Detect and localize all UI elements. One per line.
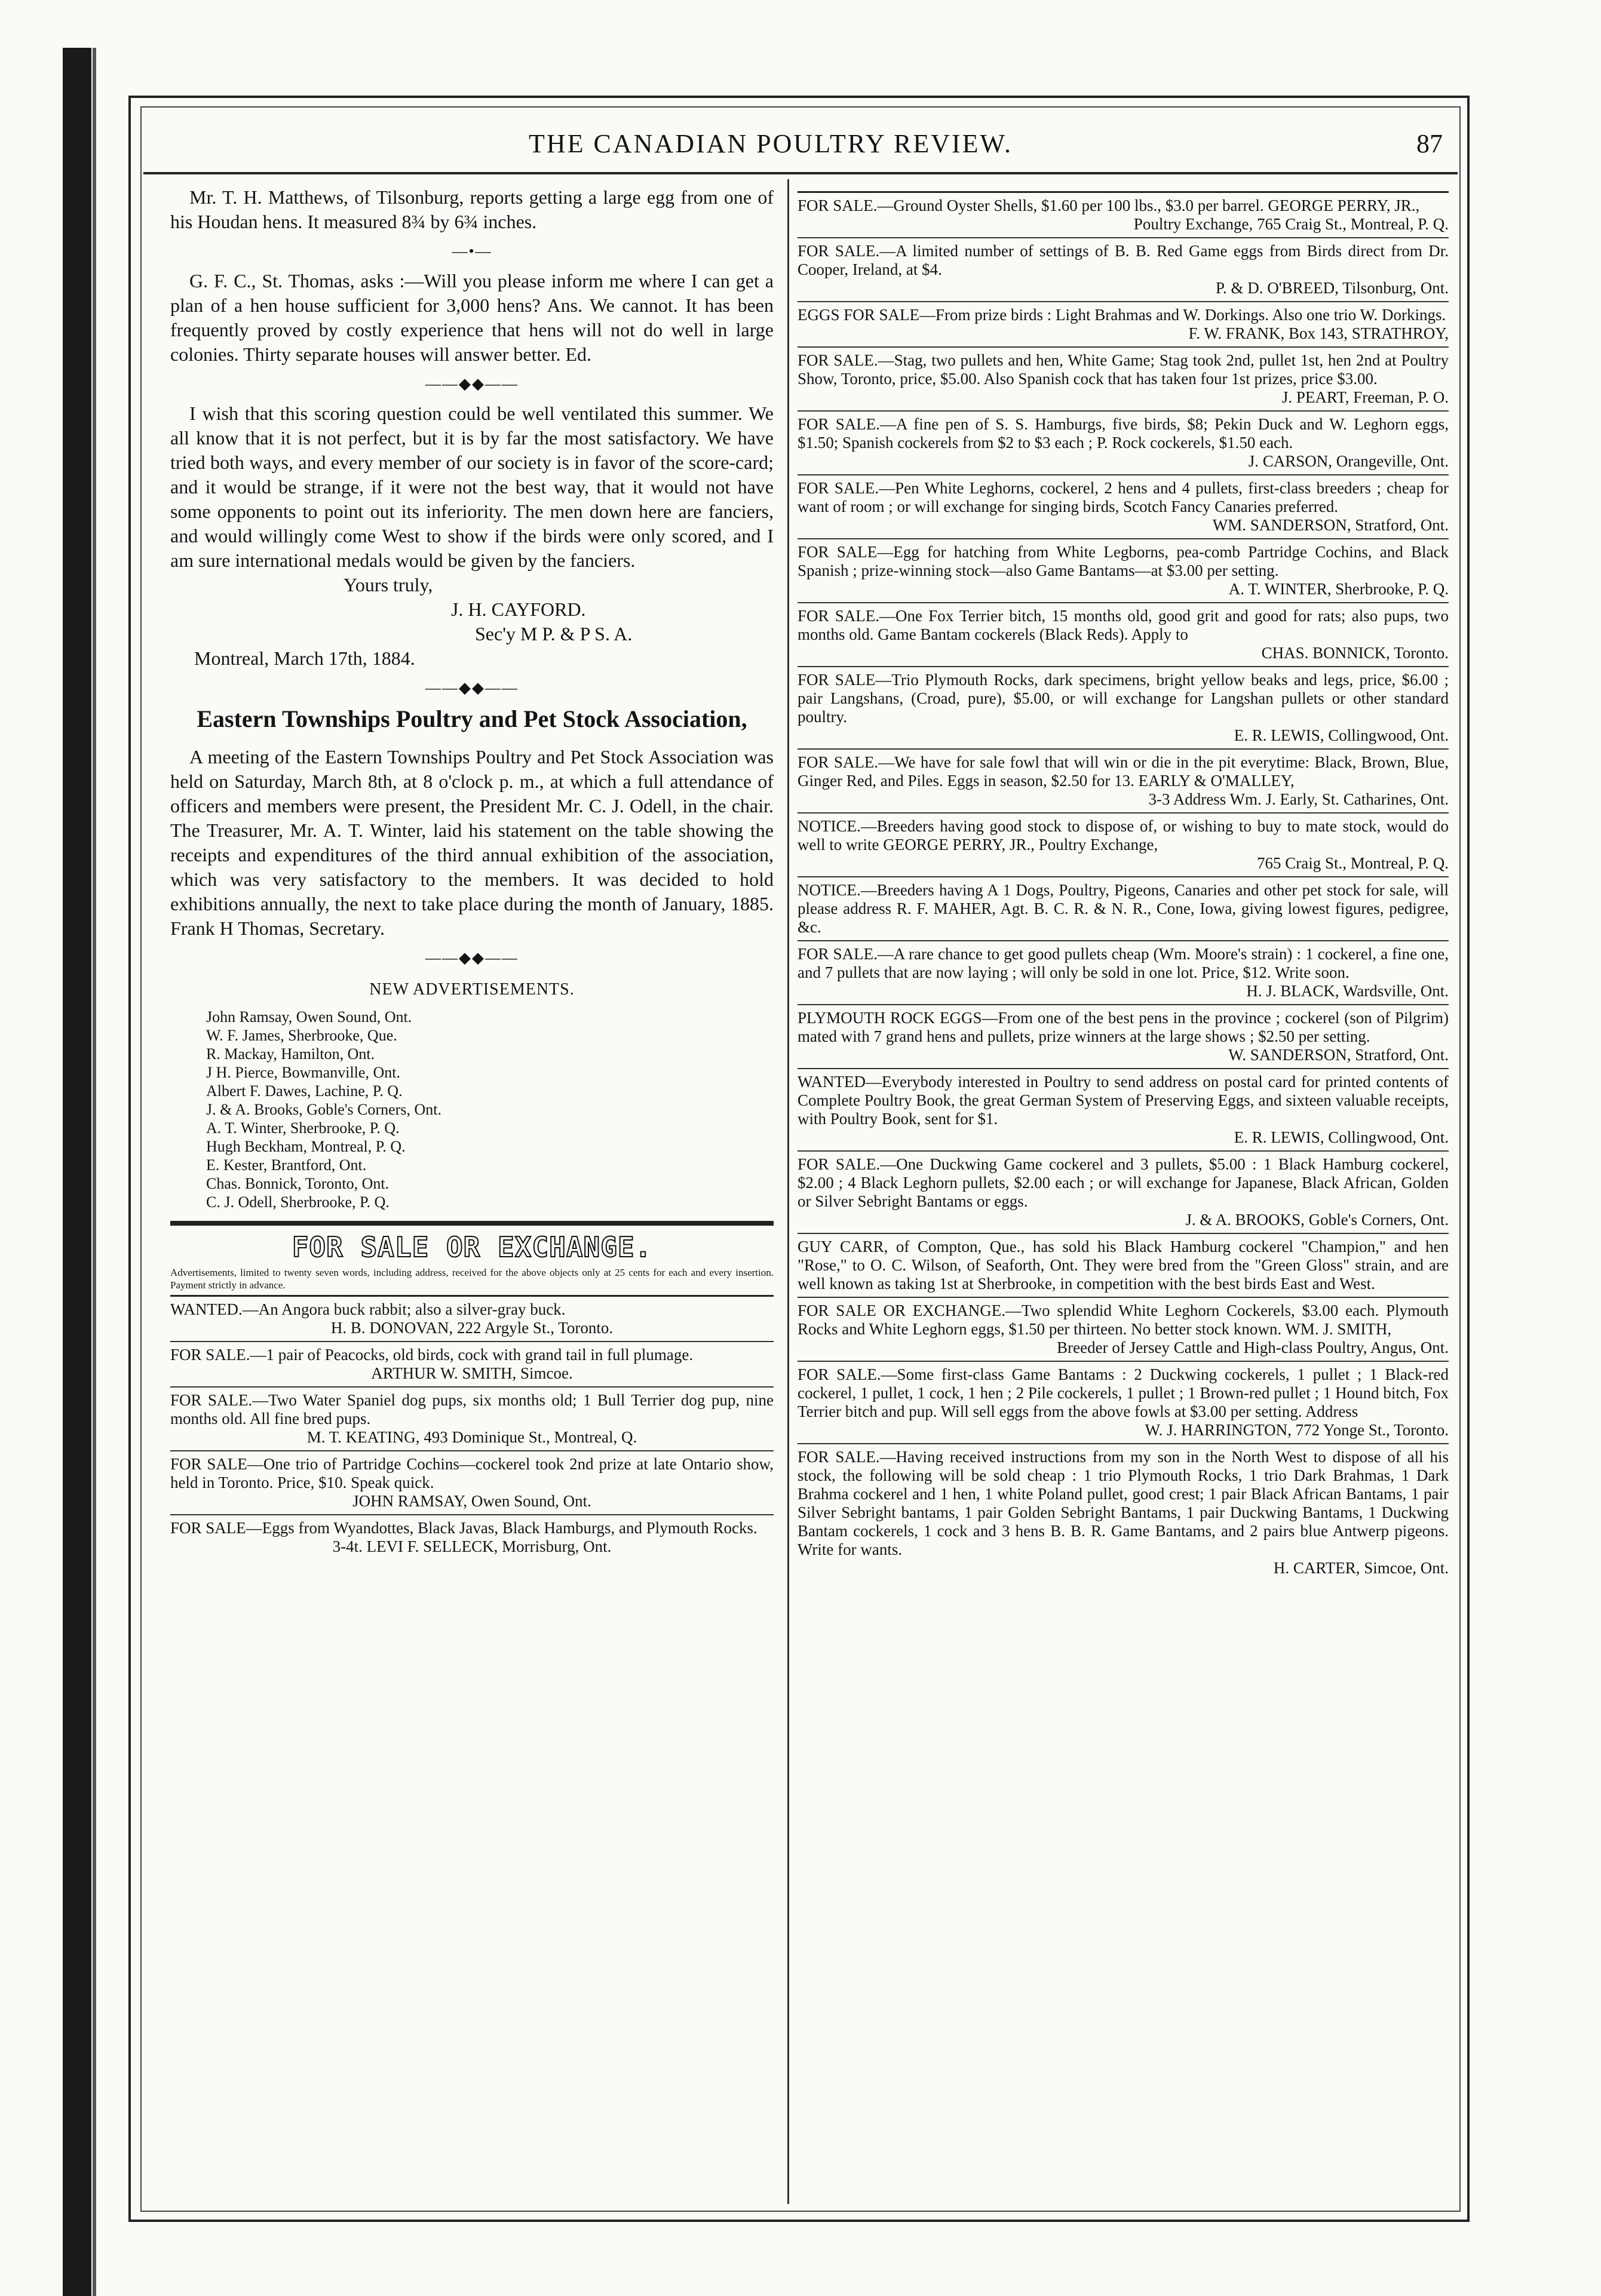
ad-text: FOR SALE—Eggs from Wyandottes, Black Javas, Black Hamburgs, and Plymouth Rocks. [170, 1519, 757, 1537]
list-item: Albert F. Dawes, Lachine, P. Q. [206, 1082, 403, 1100]
new-ads-heading: NEW ADVERTISEMENTS. [369, 980, 575, 999]
sig-name: J. H. CAYFORD. [451, 598, 586, 620]
ad-address: ARTHUR W. SMITH, Simcoe. [371, 1364, 573, 1382]
classified-ad [170, 1295, 774, 1341]
new-ads-list [206, 1008, 774, 1211]
classified-ad [798, 301, 1449, 346]
ornament-separator: —•— [452, 243, 492, 260]
for-sale-banner: FOR SALE OR EXCHANGE. [292, 1231, 652, 1263]
classified-ad [798, 1150, 1449, 1233]
ad-address: W. J. HARRINGTON, 772 Yonge St., Toronto. [1145, 1421, 1449, 1439]
list-item: E. Kester, Brantford, Ont. [206, 1156, 367, 1174]
signature-block [170, 573, 774, 671]
classified-ad [798, 538, 1449, 602]
sig-place: Montreal, March 17th, 1884. [194, 647, 415, 669]
ad-text: FOR SALE.—1 pair of Peacocks, old birds, cock with grand tail in full plumage. [170, 1346, 694, 1364]
ornament-separator: ——◆◆—— [425, 679, 519, 696]
sig-title: Sec'y M P. & P S. A. [475, 623, 633, 644]
ad-text: FOR SALE.—We have for sale fowl that will win or die in the pit everytime: Black, Brown, Blue, Ginger Red, and Piles. Eggs in season, $2.50 for 13. EARLY & O'MALLEY, [798, 753, 1449, 790]
scoring-letter: I wish that this scoring question could be well ventilated this summer. We all know that it is not perfect, but it is by far the most satisfactory. We have tried both ways, and every member of our society is in favor of the score-card; and it would be strange, if it were not the best way, that it would not have some opponents to point out its inferiority. The men down here are fanciers, and would willingly come West to show if the birds were only scored, and I am sure international medals would be given by the fanciers. [170, 403, 774, 571]
right-column [798, 191, 1449, 1581]
thick-rule [170, 1221, 774, 1226]
classified-ad [798, 748, 1449, 812]
ad-address: 765 Craig St., Montreal, P. Q. [1257, 854, 1449, 872]
ornament-separator: ——◆◆—— [425, 949, 519, 966]
classified-ad [798, 1068, 1449, 1150]
ad-address: M. T. KEATING, 493 Dominique St., Montreal, Q. [306, 1428, 637, 1446]
ad-address: Breeder of Jersey Cattle and High-class Poultry, Angus, Ont. [1057, 1339, 1449, 1356]
running-header [140, 128, 1461, 170]
header-rule [143, 172, 1458, 174]
classified-ad [170, 1386, 774, 1450]
classified-ad [798, 474, 1449, 538]
classified-ad [798, 940, 1449, 1004]
ad-text: GUY CARR, of Compton, Que., has sold his Black Hamburg cockerel "Champion," and hen "Rose," to O. C. Wilson, of Seaforth, Ont. They were bred from the "Green Gloss" strain, and are well known as taking 1st at Sherbrooke, in competition with the best birds East and West. [798, 1238, 1449, 1293]
list-item: J. & A. Brooks, Goble's Corners, Ont. [206, 1101, 441, 1118]
ad-text: FOR SALE.—A rare chance to get good pullets cheap (Wm. Moore's strain) : 1 cockerel, a fine one, and 7 pullets that are now laying ; will only be sold in one lot. Price, $12. Write soon. [798, 945, 1449, 981]
binding-edge-shadow [93, 48, 96, 2296]
ornament-separator: ——◆◆—— [425, 375, 519, 392]
ad-text: WANTED.—An Angora buck rabbit; also a silver-gray buck. [170, 1300, 566, 1318]
list-item: A. T. Winter, Sherbrooke, P. Q. [206, 1119, 400, 1137]
matthews-item: Mr. T. H. Matthews, of Tilsonburg, reports getting a large egg from one of his Houdan hens. It measured 8¾ by 6¾ inches. [170, 186, 774, 232]
classified-ad [798, 191, 1449, 237]
ad-text: WANTED—Everybody interested in Poultry to send address on postal card for printed contents of Complete Poultry Book, the great German System of Preserving Eggs, and sixteen valuable receipts, with Poultry Book, sent for $1. [798, 1073, 1449, 1128]
ad-text: FOR SALE—Trio Plymouth Rocks, dark specimens, bright yellow beaks and legs, price, $6.00 ; pair Langshans, (Croad, pure), $5.00, or will exchange for Langshan pullets or other standard poultry. [798, 671, 1449, 726]
ad-address: H. CARTER, Simcoe, Ont. [1273, 1559, 1449, 1577]
classified-ad [798, 1004, 1449, 1068]
ad-address: 3-3 Address Wm. J. Early, St. Catharines, Ont. [1148, 790, 1449, 808]
ad-address: J. & A. BROOKS, Goble's Corners, Ont. [1185, 1211, 1449, 1229]
list-item: C. J. Odell, Sherbrooke, P. Q. [206, 1193, 389, 1211]
classified-ad [798, 602, 1449, 666]
list-item: John Ramsay, Owen Sound, Ont. [206, 1008, 412, 1026]
classified-ad [798, 666, 1449, 748]
ad-address: J. PEART, Freeman, P. O. [1281, 388, 1449, 406]
classified-ad [170, 1450, 774, 1514]
list-item: W. F. James, Sherbrooke, Que. [206, 1027, 397, 1044]
ad-text: NOTICE.—Breeders having good stock to dispose of, or wishing to buy to mate stock, would do well to write GEORGE PERRY, JR., Poultry Exchange, [798, 817, 1449, 854]
ad-text: FOR SALE.—A limited number of settings of B. B. Red Game eggs from Birds direct from Dr. Cooper, Ireland, at $4. [798, 242, 1449, 278]
ad-address: W. SANDERSON, Stratford, Ont. [1228, 1046, 1449, 1064]
ad-text: FOR SALE—One trio of Partridge Cochins—cockerel took 2nd prize at late Ontario show, held in Toronto. Price, $10. Speak quick. [170, 1455, 774, 1491]
ad-text: NOTICE.—Breeders having A 1 Dogs, Poultry, Pigeons, Canaries and other pet stock for sale, will please address R. F. MAHER, Agt. B. C. R. & N. R., Cone, Iowa, giving lowest figures, pedigree, &c. [798, 881, 1449, 936]
ad-text: FOR SALE OR EXCHANGE.—Two splendid White Leghorn Cockerels, $3.00 each. Plymouth Rocks and White Leghorn eggs, $1.50 per thirteen. No better stock known. WM. J. SMITH, [798, 1302, 1449, 1338]
ad-address: J. CARSON, Orangeville, Ont. [1248, 452, 1449, 470]
ad-text: PLYMOUTH ROCK EGGS—From one of the best pens in the province ; cockerel (son of Pilgrim) mated with 7 grand hens and pullets, prize winners at the large shows ; $2.50 per setting. [798, 1009, 1449, 1045]
list-item: R. Mackay, Hamilton, Ont. [206, 1045, 375, 1063]
ad-address: E. R. LEWIS, Collingwood, Ont. [1234, 1128, 1449, 1146]
classified-ad [798, 812, 1449, 876]
ad-text: EGGS FOR SALE—From prize birds : Light Brahmas and W. Dorkings. Also one trio W. Dorkings. [798, 306, 1446, 324]
list-item: Chas. Bonnick, Toronto, Ont. [206, 1175, 389, 1192]
page-number: 87 [1416, 129, 1443, 158]
ad-text: FOR SALE.—Stag, two pullets and hen, White Game; Stag took 2nd, pullet 1st, hen 2nd at Poultry Show, Toronto, price, $5.00. Also Spanish cock that has taken four 1st prizes, price $3.00. [798, 351, 1449, 388]
classified-ad [798, 1233, 1449, 1297]
ad-text: FOR SALE.—Pen White Leghorns, cockerel, 2 hens and 4 pullets, first-class breeders ; cheap for want of room ; or will exchange for singing birds, Scotch Fancy Canaries preferred. [798, 479, 1449, 515]
left-column [170, 185, 774, 1560]
classified-ad [798, 410, 1449, 474]
classified-ad [798, 346, 1449, 410]
classified-ad [798, 1297, 1449, 1361]
journal-title: THE CANADIAN POULTRY REVIEW. [529, 129, 1013, 158]
column-rule [787, 179, 789, 2204]
query-item: G. F. C., St. Thomas, asks :—Will you please inform me where I can get a plan of a hen house sufficient for 3,000 hens? Ans. We cannot. It has been frequently proved by costly experience that hens will not do well in large colonies. Thirty separate houses will answer better. Ed. [170, 270, 774, 365]
classified-ad [798, 876, 1449, 940]
ad-text: FOR SALE.—One Fox Terrier bitch, 15 months old, good grit and good for rats; also pups, two months old. Game Bantam cockerels (Black Reds). Apply to [798, 607, 1449, 643]
ad-address: H. J. BLACK, Wardsville, Ont. [1246, 982, 1449, 1000]
classified-ad [798, 1443, 1449, 1581]
ad-text: FOR SALE.—A fine pen of S. S. Hamburgs, five birds, $8; Pekin Duck and W. Leghorn eggs, $1.50; Spanish cockerels from $2 to $3 each ; P. Rock cockerels, $1.50 each. [798, 415, 1449, 452]
ad-address: Poultry Exchange, 765 Craig St., Montreal, P. Q. [1133, 215, 1449, 233]
sig-close: Yours truly, [343, 574, 433, 596]
ad-address: H. B. DONOVAN, 222 Argyle St., Toronto. [330, 1319, 614, 1337]
binding-edge [63, 48, 91, 2296]
classified-ad [798, 237, 1449, 301]
section-heading: Eastern Townships Poultry and Pet Stock Association, [197, 705, 747, 732]
ad-address: P. & D. O'BREED, Tilsonburg, Ont. [1216, 279, 1449, 297]
ad-text: FOR SALE.—Some first-class Game Bantams : 2 Duckwing cockerels, 1 pullet ; 1 Black-red cockerel, 1 pullet, 1 cock, 1 hen ; 2 Pile cockerels, 1 pullet ; 1 Brown-red pullet ; 1 Hound bitch, Fox Terrier bitch and pup. Will sell eggs from the above fowls at $3.00 per setting. Address [798, 1365, 1449, 1420]
ad-address: CHAS. BONNICK, Toronto. [1261, 644, 1449, 662]
ad-text: FOR SALE.—One Duckwing Game cockerel and 3 pullets, $5.00 : 1 Black Hamburg cockerel, $2.00 ; 4 Black Leghorn pullets, $2.00 each ; or will exchange for Japanese, Black African, Golden or Silver Sebright Bantams or eggs. [798, 1155, 1449, 1210]
ad-address: WM. SANDERSON, Stratford, Ont. [1212, 516, 1449, 534]
ad-address: 3-4t. LEVI F. SELLECK, Morrisburg, Ont. [332, 1537, 612, 1555]
ad-text: FOR SALE.—Ground Oyster Shells, $1.60 per 100 lbs., $3.0 per barrel. GEORGE PERRY, JR., [798, 197, 1420, 214]
ad-text: FOR SALE.—Having received instructions from my son in the North West to dispose of all his stock, the following will be sold cheap : 1 trio Plymouth Rocks, 1 trio Dark Brahmas, 1 Dark Brahma cockerel and 1 hen, 1 white Poland pullet, good crest; 1 pair Black African Bantams, 1 pair Silver Sebright bantams, 1 pair Golden Sebright Bantams, 1 pair Duckwing Bantams, 1 Duckwing Bantam cockerels, 1 cock and 3 hens B. B. R. Game Bantams, and 2 pairs blue Antwerp pigeons. Write for wants. [798, 1448, 1449, 1558]
for-sale-terms: Advertisements, limited to twenty seven words, including address, received for the above objects only at 25 cents for each and every insertion. Payment strictly in advance. [170, 1267, 774, 1291]
list-item: J H. Pierce, Bowmanville, Ont. [206, 1064, 400, 1081]
ad-address: A. T. WINTER, Sherbrooke, P. Q. [1228, 580, 1449, 598]
ad-address: F. W. FRANK, Box 143, STRATHROY, [1188, 324, 1449, 342]
ad-address: E. R. LEWIS, Collingwood, Ont. [1234, 726, 1449, 744]
ad-text: FOR SALE—Egg for hatching from White Legborns, pea-comb Partridge Cochins, and Black Spanish ; prize-winning stock—also Game Bantams—at $3.00 per setting. [798, 543, 1449, 579]
ad-text: FOR SALE.—Two Water Spaniel dog pups, six months old; 1 Bull Terrier dog pup, nine months old. All fine bred pups. [170, 1391, 774, 1428]
classified-ad [170, 1514, 774, 1560]
list-item: Hugh Beckham, Montreal, P. Q. [206, 1138, 406, 1155]
classified-ad [798, 1361, 1449, 1443]
meeting-report: A meeting of the Eastern Townships Poultry and Pet Stock Association was held on Saturday, March 8th, at 8 o'clock p. m., at which a full attendance of officers and members were present, the President Mr. C. J. Odell, in the chair. The Treasurer, Mr. A. T. Winter, laid his statement on the table showing the receipts and expenditures of the third annual exhibition of the association, which was very satisfactory to the members. It was decided to hold exhibitions annually, the next to take place during the month of January, 1885. Frank H Thomas, Secretary. [170, 746, 774, 939]
ad-address: JOHN RAMSAY, Owen Sound, Ont. [352, 1492, 591, 1510]
classified-ad [170, 1341, 774, 1386]
